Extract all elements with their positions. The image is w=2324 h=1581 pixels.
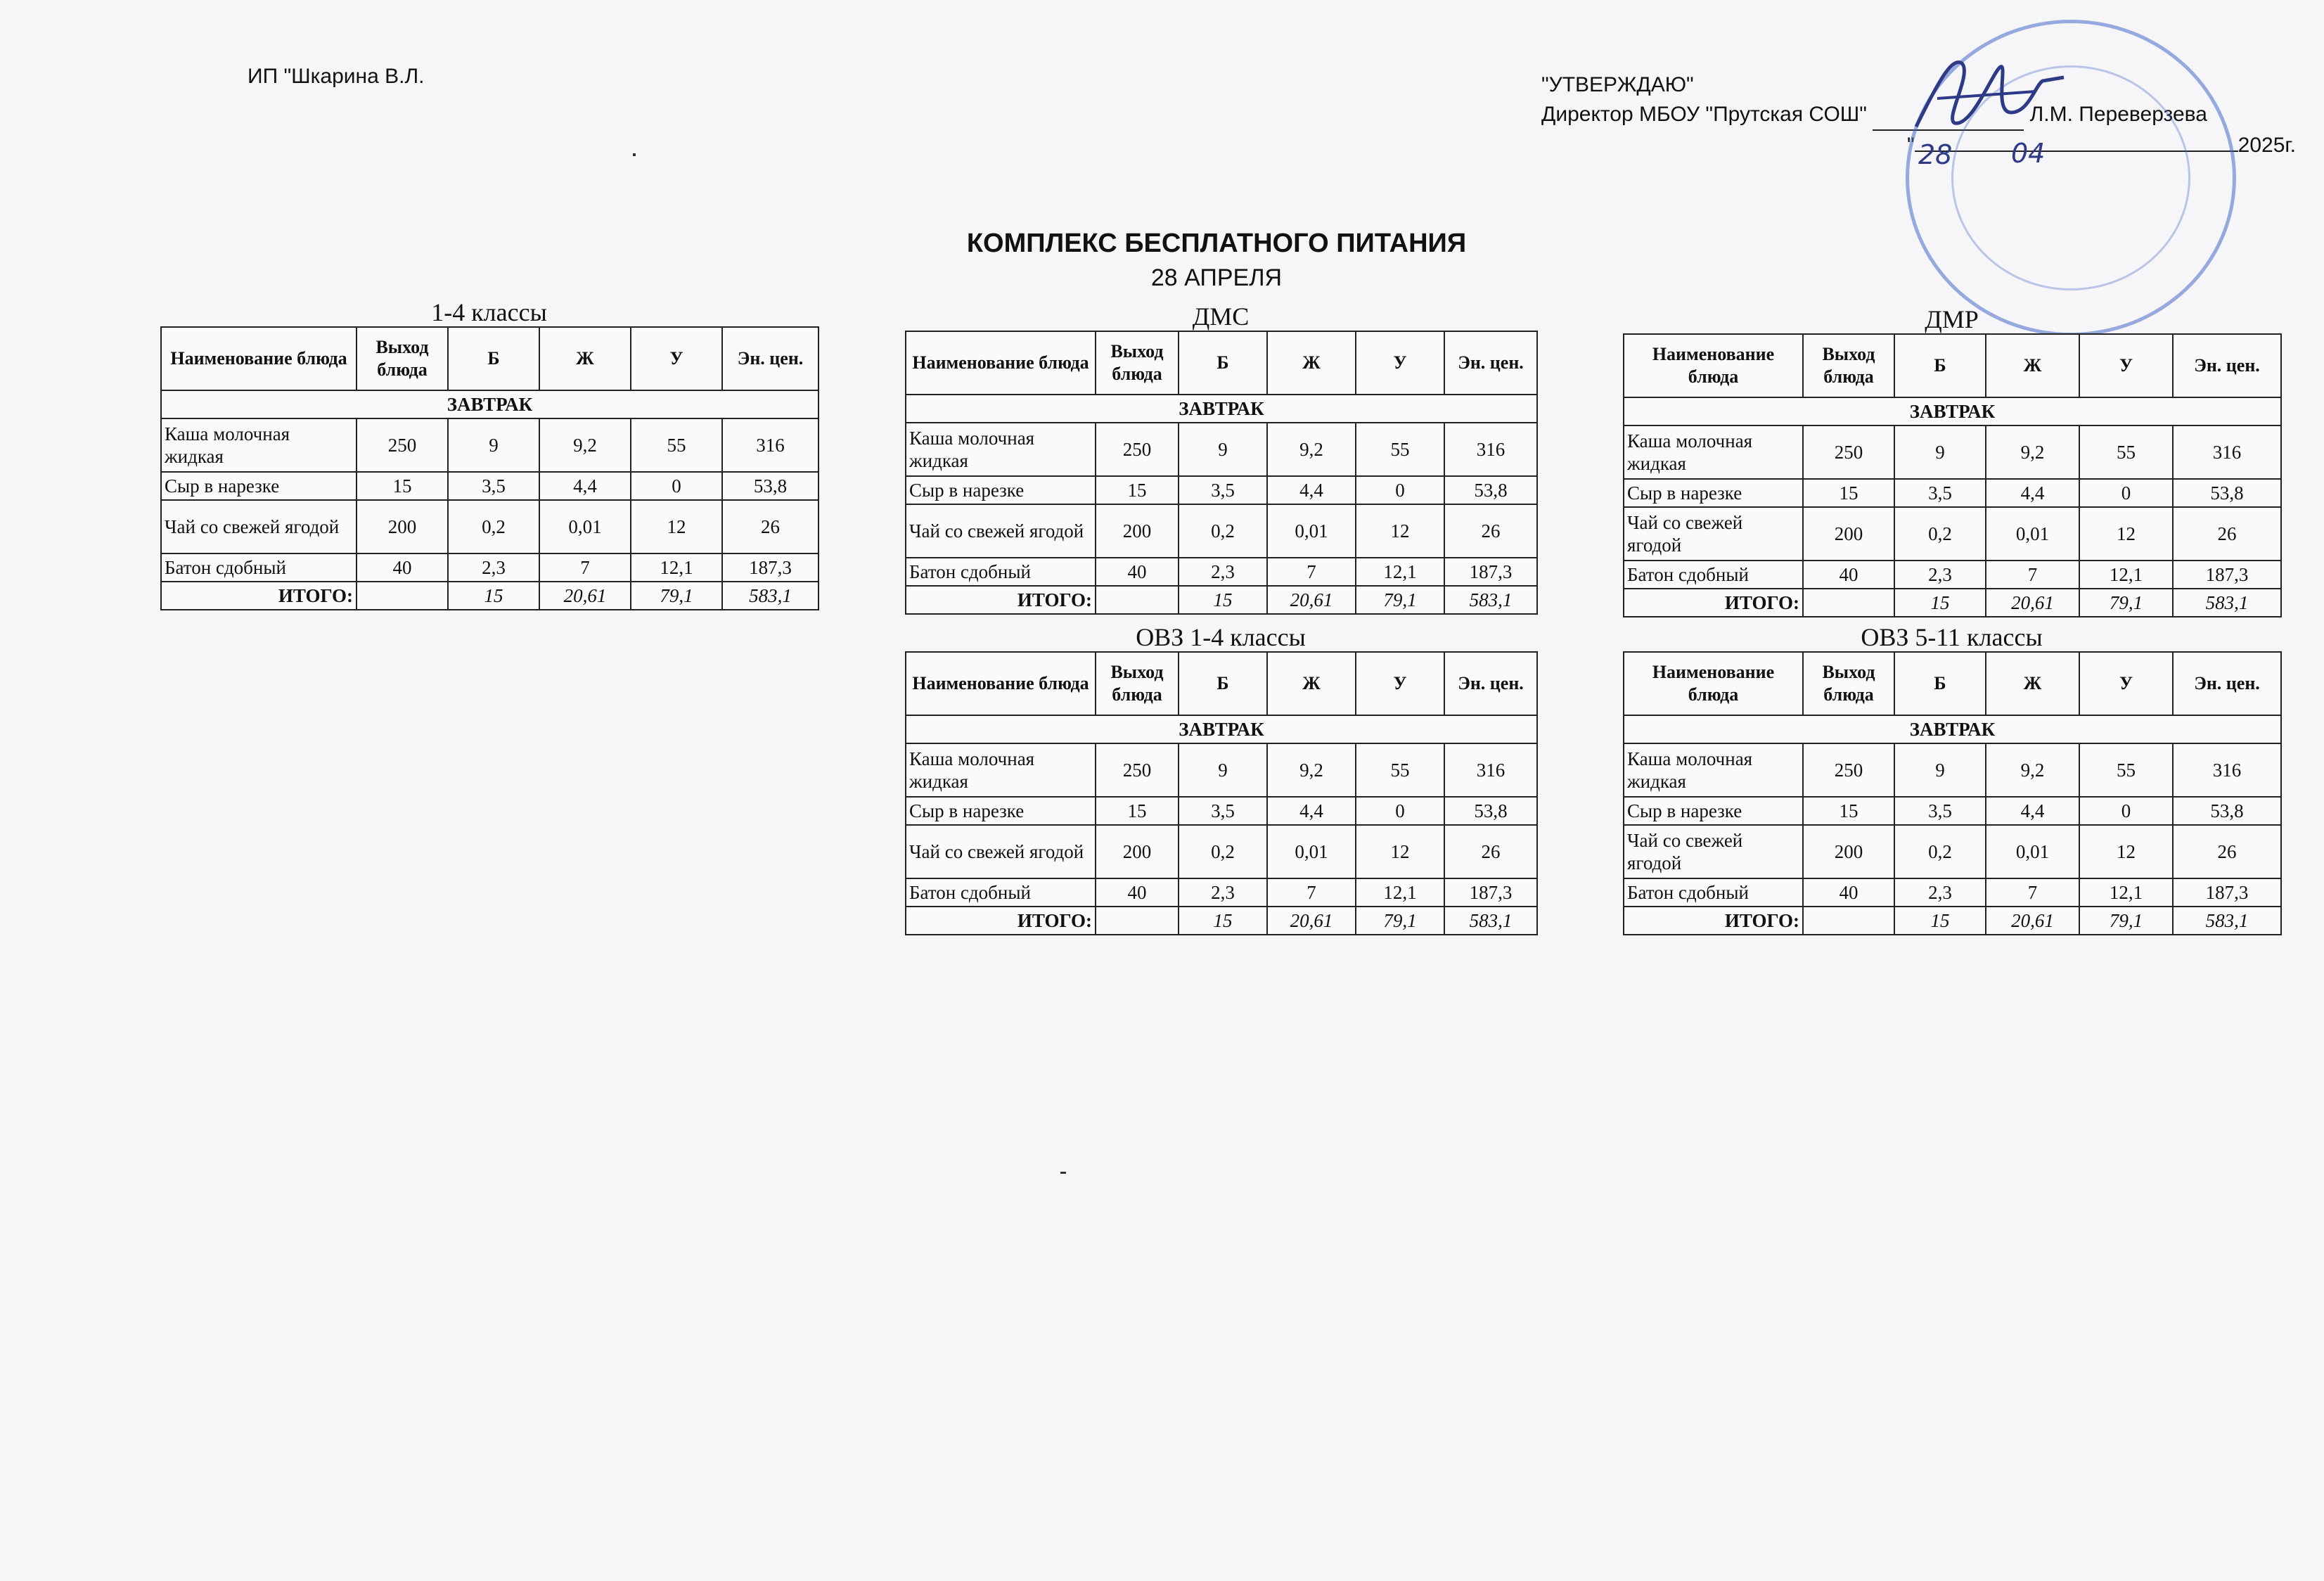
dish-name: Каша молочная жидкая: [161, 418, 357, 472]
cell-value: 12,1: [1356, 558, 1444, 586]
cell-value: 0,01: [1986, 825, 2079, 878]
col-portion: Выход блюда: [1096, 331, 1179, 395]
menu-heading: [703, 225, 1730, 294]
cell-value: 0: [2079, 479, 2173, 507]
col-protein: Б: [1179, 331, 1267, 395]
table-row: [906, 797, 1537, 825]
cell-value: 9,2: [1986, 743, 2079, 797]
cell-value: 40: [1803, 561, 1894, 589]
col-portion: Выход блюда: [1803, 652, 1894, 715]
menu-date: 28 АПРЕЛЯ: [1150, 264, 1283, 291]
cell-value: 3,5: [1894, 479, 1986, 507]
cell-value: 9: [1894, 425, 1986, 479]
cell-value: 55: [1356, 743, 1444, 797]
cell-value: 0,2: [1894, 507, 1986, 561]
stray-dot: [633, 153, 636, 156]
total-label: ИТОГО:: [906, 907, 1096, 935]
cell-value: 7: [539, 553, 631, 582]
total-label: ИТОГО:: [1624, 907, 1803, 935]
dish-name: Батон сдобный: [161, 553, 357, 582]
cell-value: 15: [1096, 476, 1179, 504]
table-caption: ДМС: [1192, 302, 1250, 331]
dish-name: Каша молочная жидкая: [1624, 743, 1803, 797]
cell-value: 15: [1096, 797, 1179, 825]
cell-value: 316: [1444, 423, 1537, 476]
total-label: ИТОГО:: [161, 582, 357, 610]
col-fat: Ж: [1267, 652, 1356, 715]
cell-value: 2,3: [1179, 558, 1267, 586]
header-row: [1624, 652, 2281, 715]
cell-value: 9: [1179, 743, 1267, 797]
signature-line: [1873, 100, 2024, 131]
table-row: [1624, 425, 2281, 479]
cell-value: 4,4: [1267, 797, 1356, 825]
dish-name: Сыр в нарезке: [906, 797, 1096, 825]
col-fat: Ж: [539, 327, 631, 390]
dish-name: Батон сдобный: [906, 878, 1096, 907]
header-row: [906, 652, 1537, 715]
cell-value: 12,1: [631, 553, 722, 582]
menu-table: [905, 651, 1538, 935]
dish-name: Сыр в нарезке: [906, 476, 1096, 504]
cell-value: 26: [722, 500, 818, 553]
cell-value: 12,1: [1356, 878, 1444, 907]
header-row: [1624, 334, 2281, 397]
cell-value: 0,01: [1986, 507, 2079, 561]
cell-value: 316: [2173, 425, 2281, 479]
total-value: 20,61: [1986, 589, 2079, 617]
table-row: [1624, 797, 2281, 825]
total-value: 20,61: [1986, 907, 2079, 935]
cell-value: 0: [1356, 797, 1444, 825]
total-value: 583,1: [2173, 907, 2281, 935]
table-row: [1624, 479, 2281, 507]
meal-row: [1624, 715, 2281, 743]
menu-title: КОМПЛЕКС БЕСПЛАТНОГО ПИТАНИЯ: [966, 229, 1467, 258]
cell-value: 3,5: [1894, 797, 1986, 825]
cell-value: 0,01: [1267, 504, 1356, 558]
total-value: 15: [1894, 589, 1986, 617]
cell-value: 200: [1096, 825, 1179, 878]
table-row: [906, 743, 1537, 797]
cell-value: 12: [1356, 825, 1444, 878]
cell-value: 40: [1096, 558, 1179, 586]
date-year: 2025г.: [2238, 134, 2297, 157]
empty-cell: [1096, 586, 1179, 614]
dish-name: Чай со свежей ягодой: [161, 500, 357, 553]
cell-value: 55: [1356, 423, 1444, 476]
dish-name: Каша молочная жидкая: [906, 423, 1096, 476]
cell-value: 26: [2173, 507, 2281, 561]
cell-value: 55: [2079, 743, 2173, 797]
table-row: [906, 476, 1537, 504]
empty-cell: [1803, 589, 1894, 617]
table-row: [1624, 507, 2281, 561]
table-caption: 1-4 классы: [431, 298, 547, 326]
cell-value: 316: [2173, 743, 2281, 797]
col-portion: Выход блюда: [1803, 334, 1894, 397]
total-value: 583,1: [1444, 907, 1537, 935]
total-row: [161, 582, 818, 610]
total-value: 15: [1894, 907, 1986, 935]
cell-value: 26: [2173, 825, 2281, 878]
cell-value: 200: [1096, 504, 1179, 558]
cell-value: 0,2: [1894, 825, 1986, 878]
dish-name: Каша молочная жидкая: [1624, 425, 1803, 479]
dish-name: Батон сдобный: [1624, 878, 1803, 907]
col-portion: Выход блюда: [1096, 652, 1179, 715]
col-carbs: У: [631, 327, 722, 390]
meal-label: ЗАВТРАК: [906, 715, 1537, 743]
cell-value: 7: [1267, 878, 1356, 907]
table-row: [1624, 825, 2281, 878]
total-value: 20,61: [1267, 907, 1356, 935]
total-row: [906, 907, 1537, 935]
cell-value: 9,2: [1986, 425, 2079, 479]
cell-value: 187,3: [2173, 878, 2281, 907]
cell-value: 4,4: [539, 472, 631, 500]
cell-value: 7: [1986, 561, 2079, 589]
round-stamp: [1906, 20, 2236, 336]
cell-value: 0,2: [448, 500, 539, 553]
cell-value: 7: [1986, 878, 2079, 907]
date-open-quote: ": [1907, 134, 1915, 157]
cell-value: 15: [357, 472, 448, 500]
table-row: [906, 878, 1537, 907]
header-row: [161, 327, 818, 390]
cell-value: 26: [1444, 504, 1537, 558]
total-value: 20,61: [1267, 586, 1356, 614]
dish-name: Батон сдобный: [906, 558, 1096, 586]
table-row: [1624, 878, 2281, 907]
col-protein: Б: [1894, 652, 1986, 715]
total-value: 79,1: [1356, 907, 1444, 935]
dish-name: Батон сдобный: [1624, 561, 1803, 589]
cell-value: 55: [2079, 425, 2173, 479]
cell-value: 2,3: [1894, 878, 1986, 907]
cell-value: 15: [1803, 797, 1894, 825]
total-row: [906, 586, 1537, 614]
cell-value: 250: [1096, 423, 1179, 476]
cell-value: 9: [1894, 743, 1986, 797]
total-value: 15: [448, 582, 539, 610]
total-row: [1624, 589, 2281, 617]
menu-table-1-4: [160, 298, 818, 610]
cell-value: 9,2: [539, 418, 631, 472]
col-energy: Эн. цен.: [2173, 652, 2281, 715]
cell-value: 187,3: [1444, 878, 1537, 907]
director-name: Л.М. Переверзева: [2029, 103, 2207, 126]
cell-value: 12,1: [2079, 561, 2173, 589]
stray-dot: [1060, 1172, 1066, 1174]
total-value: 15: [1179, 907, 1267, 935]
total-value: 583,1: [2173, 589, 2281, 617]
table-row: [906, 558, 1537, 586]
cell-value: 0,01: [1267, 825, 1356, 878]
cell-value: 53,8: [2173, 797, 2281, 825]
col-protein: Б: [1894, 334, 1986, 397]
cell-value: 9,2: [1267, 743, 1356, 797]
approve-label: "УТВЕРЖДАЮ": [1541, 73, 1694, 96]
header-row: [906, 331, 1537, 395]
meal-label: ЗАВТРАК: [1624, 397, 2281, 425]
table-row: [161, 472, 818, 500]
organization-name: ИП "Шкарина В.Л.: [248, 65, 425, 88]
meal-row: [906, 395, 1537, 423]
cell-value: 40: [1096, 878, 1179, 907]
meal-label: ЗАВТРАК: [1624, 715, 2281, 743]
menu-table-dmr: [1623, 305, 2280, 617]
table-row: [1624, 561, 2281, 589]
col-fat: Ж: [1986, 334, 2079, 397]
cell-value: 187,3: [722, 553, 818, 582]
col-dish-name: Наименование блюда: [906, 652, 1096, 715]
cell-value: 316: [1444, 743, 1537, 797]
menu-table: [1623, 651, 2282, 935]
cell-value: 200: [1803, 825, 1894, 878]
meal-label: ЗАВТРАК: [906, 395, 1537, 423]
total-label: ИТОГО:: [906, 586, 1096, 614]
cell-value: 4,4: [1986, 797, 2079, 825]
total-value: 79,1: [1356, 586, 1444, 614]
cell-value: 250: [1096, 743, 1179, 797]
empty-cell: [357, 582, 448, 610]
total-row: [1624, 907, 2281, 935]
table-caption: ОВЗ 5-11 классы: [1861, 623, 2043, 651]
cell-value: 53,8: [1444, 797, 1537, 825]
col-energy: Эн. цен.: [722, 327, 818, 390]
col-carbs: У: [2079, 334, 2173, 397]
col-energy: Эн. цен.: [1444, 652, 1537, 715]
col-fat: Ж: [1986, 652, 2079, 715]
handwritten-month: 04: [2011, 138, 2046, 169]
cell-value: 250: [1803, 425, 1894, 479]
total-value: 79,1: [631, 582, 722, 610]
cell-value: 3,5: [1179, 797, 1267, 825]
col-protein: Б: [1179, 652, 1267, 715]
total-value: 583,1: [722, 582, 818, 610]
cell-value: 12: [631, 500, 722, 553]
cell-value: 12,1: [2079, 878, 2173, 907]
cell-value: 250: [1803, 743, 1894, 797]
cell-value: 187,3: [1444, 558, 1537, 586]
cell-value: 0: [2079, 797, 2173, 825]
director-line: [1541, 100, 2296, 131]
col-carbs: У: [1356, 331, 1444, 395]
meal-row: [906, 715, 1537, 743]
cell-value: 53,8: [2173, 479, 2281, 507]
table-caption: ДМР: [1925, 305, 1979, 333]
total-value: 79,1: [2079, 907, 2173, 935]
total-value: 79,1: [2079, 589, 2173, 617]
col-energy: Эн. цен.: [2173, 334, 2281, 397]
col-dish-name: Наименование блюда: [906, 331, 1096, 395]
meal-label: ЗАВТРАК: [161, 390, 818, 418]
dish-name: Чай со свежей ягодой: [1624, 825, 1803, 878]
total-value: 15: [1179, 586, 1267, 614]
cell-value: 40: [1803, 878, 1894, 907]
table-caption: ОВЗ 1-4 классы: [1136, 623, 1306, 651]
cell-value: 53,8: [1444, 476, 1537, 504]
dish-name: Сыр в нарезке: [1624, 797, 1803, 825]
dish-name: Сыр в нарезке: [1624, 479, 1803, 507]
table-row: [906, 825, 1537, 878]
cell-value: 187,3: [2173, 561, 2281, 589]
col-carbs: У: [1356, 652, 1444, 715]
col-dish-name: Наименование блюда: [1624, 334, 1803, 397]
cell-value: 9,2: [1267, 423, 1356, 476]
cell-value: 200: [357, 500, 448, 553]
cell-value: 40: [357, 553, 448, 582]
menu-table: [1623, 333, 2282, 617]
total-value: 20,61: [539, 582, 631, 610]
dish-name: Сыр в нарезке: [161, 472, 357, 500]
col-dish-name: Наименование блюда: [161, 327, 357, 390]
cell-value: 3,5: [448, 472, 539, 500]
cell-value: 15: [1803, 479, 1894, 507]
cell-value: 12: [2079, 825, 2173, 878]
cell-value: 250: [357, 418, 448, 472]
cell-value: 55: [631, 418, 722, 472]
table-row: [161, 418, 818, 472]
menu-table: [160, 326, 819, 610]
cell-value: 3,5: [1179, 476, 1267, 504]
cell-value: 200: [1803, 507, 1894, 561]
handwritten-day: 28: [1918, 139, 1953, 170]
table-row: [161, 500, 818, 553]
menu-table: [905, 331, 1538, 615]
cell-value: 12: [2079, 507, 2173, 561]
menu-table-ovz-5-11: [1623, 623, 2280, 935]
col-carbs: У: [2079, 652, 2173, 715]
total-value: 583,1: [1444, 586, 1537, 614]
cell-value: 4,4: [1267, 476, 1356, 504]
cell-value: 4,4: [1986, 479, 2079, 507]
empty-cell: [1803, 907, 1894, 935]
cell-value: 2,3: [1894, 561, 1986, 589]
cell-value: 2,3: [1179, 878, 1267, 907]
menu-table-ovz-1-4: [905, 623, 1536, 935]
table-row: [1624, 743, 2281, 797]
dish-name: Чай со свежей ягодой: [906, 825, 1096, 878]
cell-value: 9: [448, 418, 539, 472]
cell-value: 9: [1179, 423, 1267, 476]
col-energy: Эн. цен.: [1444, 331, 1537, 395]
empty-cell: [1096, 907, 1179, 935]
meal-row: [161, 390, 818, 418]
dish-name: Чай со свежей ягодой: [906, 504, 1096, 558]
cell-value: 0,01: [539, 500, 631, 553]
col-fat: Ж: [1267, 331, 1356, 395]
cell-value: 0: [631, 472, 722, 500]
dish-name: Чай со свежей ягодой: [1624, 507, 1803, 561]
table-row: [161, 553, 818, 582]
meal-row: [1624, 397, 2281, 425]
cell-value: 26: [1444, 825, 1537, 878]
director-title: Директор МБОУ "Прутская СОШ": [1541, 103, 1867, 126]
dish-name: Каша молочная жидкая: [906, 743, 1096, 797]
cell-value: 0: [1356, 476, 1444, 504]
cell-value: 0,2: [1179, 825, 1267, 878]
col-dish-name: Наименование блюда: [1624, 652, 1803, 715]
menu-table-dms: [905, 302, 1536, 615]
cell-value: 53,8: [722, 472, 818, 500]
col-protein: Б: [448, 327, 539, 390]
table-row: [906, 423, 1537, 476]
total-label: ИТОГО:: [1624, 589, 1803, 617]
cell-value: 2,3: [448, 553, 539, 582]
col-portion: Выход блюда: [357, 327, 448, 390]
cell-value: 12: [1356, 504, 1444, 558]
table-row: [906, 504, 1537, 558]
cell-value: 7: [1267, 558, 1356, 586]
cell-value: 316: [722, 418, 818, 472]
cell-value: 0,2: [1179, 504, 1267, 558]
